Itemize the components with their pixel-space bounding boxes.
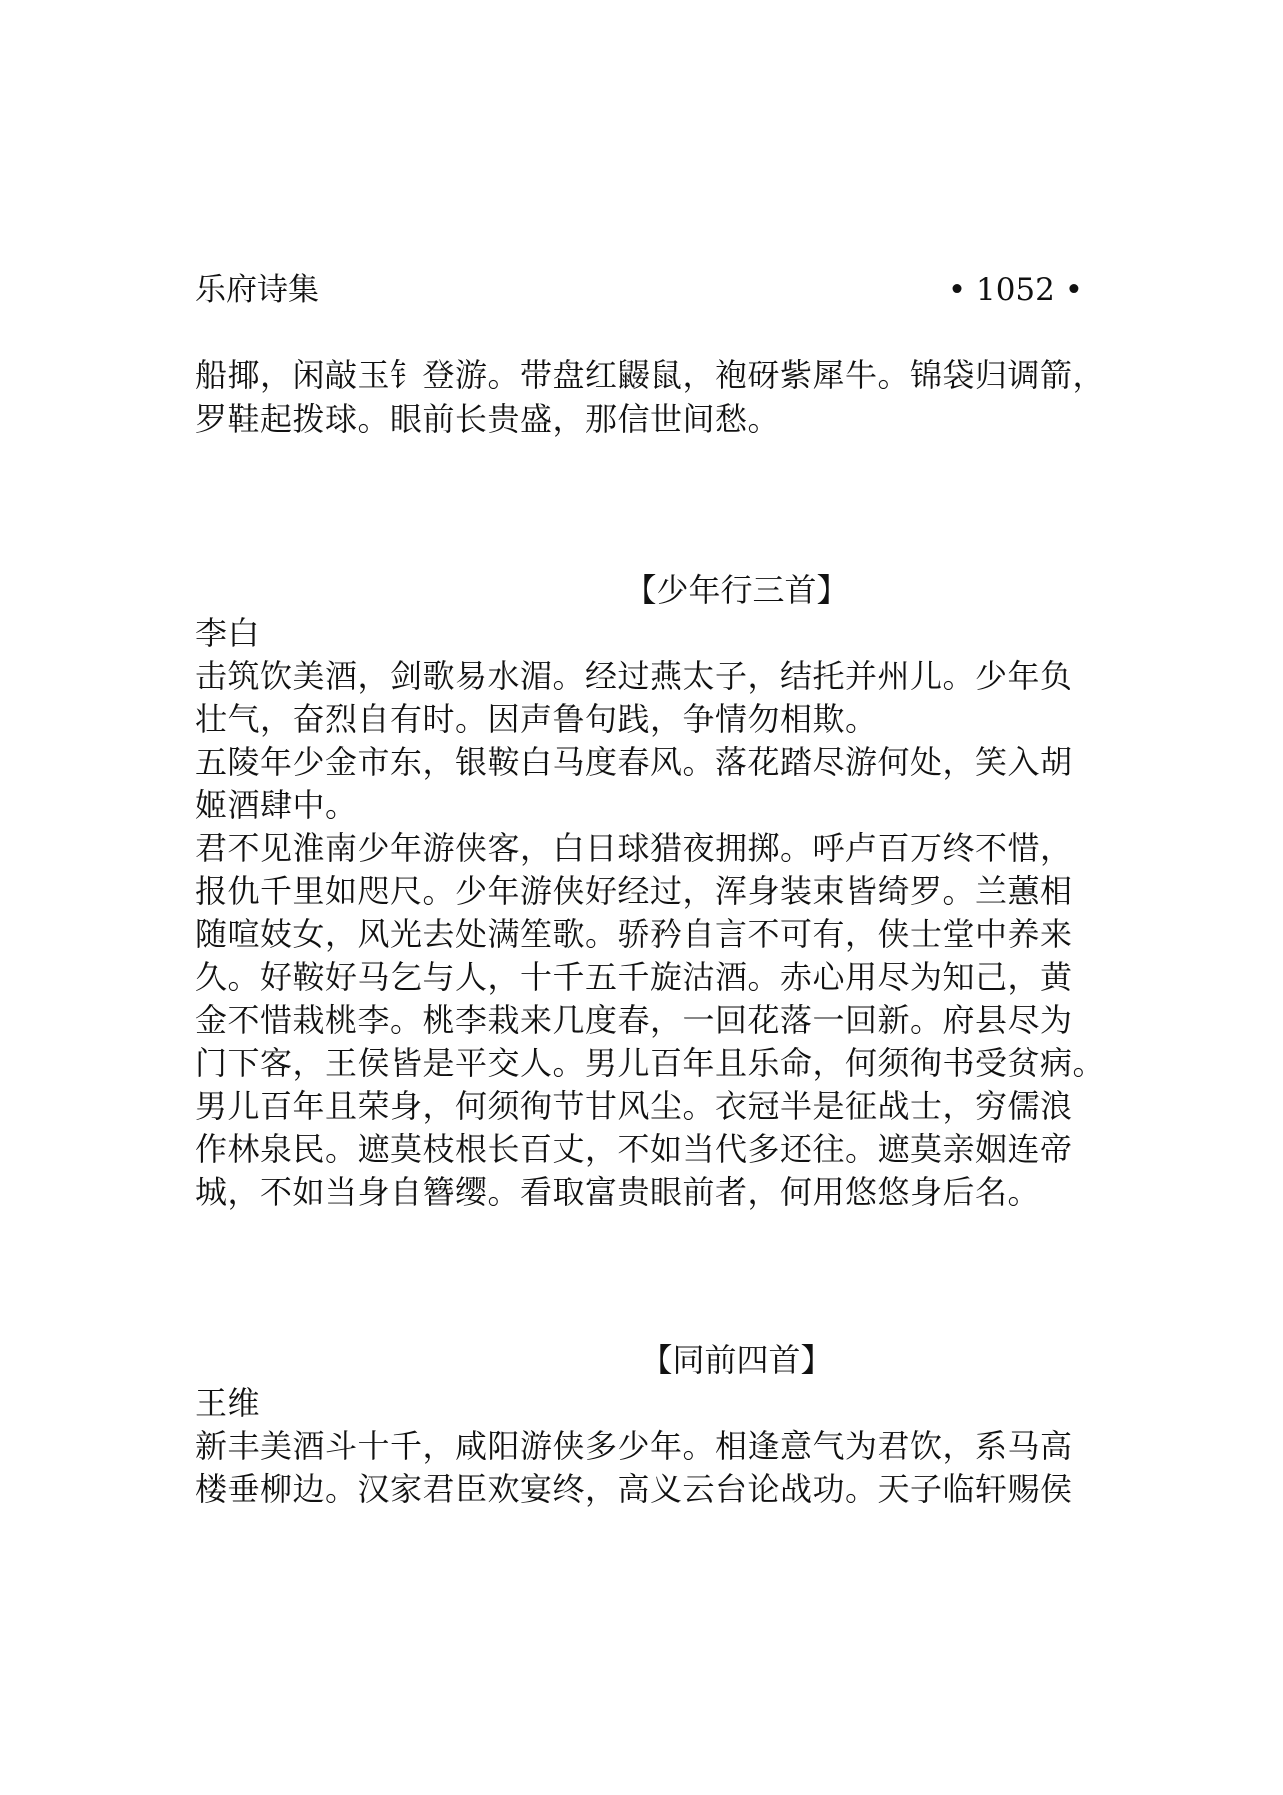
poem-title-text: 【少年行三首】	[624, 571, 849, 609]
poem-title	[0, 568, 1283, 612]
text-line: 金不惜栽桃李。桃李栽来几度春，一回花落一回新。府县尽为	[195, 1001, 1073, 1039]
text-line: 报仇千里如咫尺。少年游侠好经过，浑身装束皆绮罗。兰蕙相	[195, 872, 1073, 910]
text-line: 五陵年少金市东，银鞍白马度春风。落花踏尽游何处，笑入胡	[195, 743, 1073, 781]
text-line: 罗鞋起拨球。眼前长贵盛，那信世间愁。	[195, 400, 781, 438]
text-line: 久。好鞍好马乞与人，十千五千旋沽酒。赤心用尽为知己，黄	[195, 958, 1073, 996]
book-title: 乐府诗集	[195, 272, 319, 308]
page-number: • 1052 •	[947, 272, 1083, 308]
poem-title	[0, 1338, 1283, 1382]
text-line: 壮气，奋烈自有时。因声鲁句践，争情勿相欺。	[195, 700, 878, 738]
text-line: 君不见淮南少年游侠客，白日球猎夜拥掷。呼卢百万终不惜，	[195, 829, 1073, 867]
text-line: 城，不如当身自簪缨。看取富贵眼前者，何用悠悠身后名。	[195, 1173, 1041, 1211]
author-name: 王维	[195, 1384, 261, 1422]
text-line: 作林泉民。遮莫枝根长百丈，不如当代多还往。遮莫亲姻连帝	[195, 1130, 1073, 1168]
text-line: 新丰美酒斗十千，咸阳游侠多少年。相逢意气为君饮，系马高	[195, 1427, 1073, 1465]
text-line: 楼垂柳边。汉家君臣欢宴终，高义云台论战功。天子临轩赐侯	[195, 1470, 1073, 1508]
text-line: 随喧妓女，风光去处满笙歌。骄矜自言不可有，侠士堂中养来	[195, 915, 1073, 953]
poem-title-text: 【同前四首】	[640, 1341, 833, 1379]
page-header	[195, 268, 1083, 312]
text-line: 门下客，王侯皆是平交人。男儿百年且乐命，何须徇书受贫病。	[195, 1044, 1106, 1082]
text-line: 姬酒肆中。	[195, 786, 358, 824]
author-name: 李白	[195, 614, 261, 652]
text-line: 船揶，闲敲玉钅登游。带盘红鼹鼠，袍砑紫犀牛。锦袋归调箭，	[195, 356, 1106, 394]
text-line: 击筑饮美酒，剑歌易水湄。经过燕太子，结托并州儿。少年负	[195, 657, 1073, 695]
text-line: 男儿百年且荣身，何须徇节甘风尘。衣冠半是征战士，穷儒浪	[195, 1087, 1073, 1125]
